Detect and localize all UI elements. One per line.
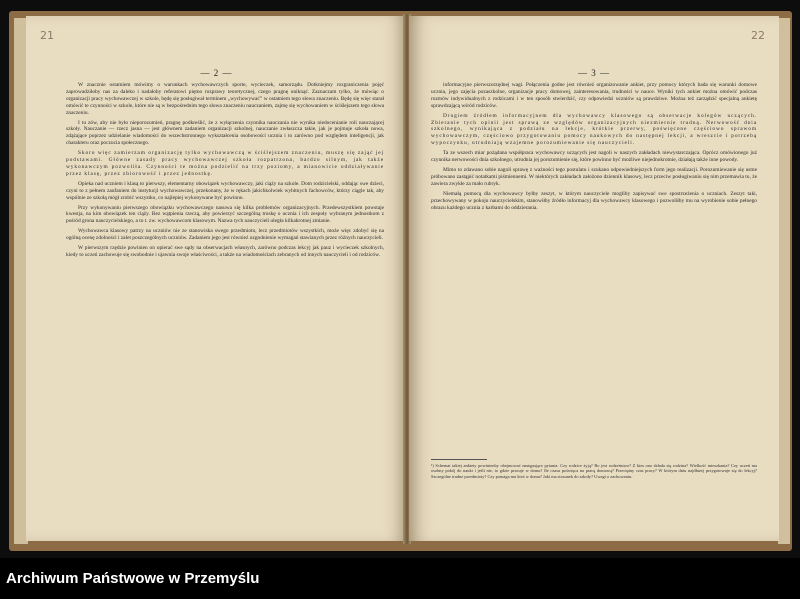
right-page [409, 16, 779, 541]
left-page [26, 16, 407, 541]
paragraph: W pierwszym rzędzie powinien on opierać swe sądy na obserwacjach własnych, zarówno podczas lekcyj jak pauz i wycieczek szkolnych, kiedy to uczeń zachowuje się swobodnie i ujawnia swoje właściwości, a także na wiadomościach zebranych od innych nauczycieli i od rodziców. [66, 245, 384, 258]
page-number: — 2 — [200, 68, 233, 78]
pencil-folio-number: 22 [751, 29, 765, 42]
paragraph: W znacznie ostatniem mówimy o warunkach wychowawczych sporte, wycieczek, samorządu. Dotkniejmy rozgraniczenia pojęć zaprowadziłoby nas za daleko i nadałoby referatowi piętno rozprawy teoretycznej, czego pragnę uniknąć. Zaznaczam tylko, że mówiąc o organizacji pracy wychowawczej w szkole, będę się posługiwał terminem „wychowywać” w ostatniem tego słowa znaczeniu. Będę się więc starał omówić te czynności w szkole, które nie są w bezpośrednim tego słowa znaczeniu nauczaniem, zajmę się wychowaniem w ściślejszem tego słowa znaczeniu. [66, 82, 384, 116]
paragraph: Wychowawca klasowy patrzy na uczniów nie ze stanowiska swego przedmiotu, lecz przedmiotów wszystkich, może więc zdobyć się na ogólną ocenę zdolności i zalet poszczególnych uczniów. Zadaniem jego jest również uzgodnienie wymagań stawianych przez różnych nauczycieli. [66, 228, 384, 242]
paragraph: informacyjne pierwszorzędnej wagi. Połączenia godne jest również organizowanie ankiet, przy pomocy których bada się warunki domowe ucznia, jego zajęcia pozaszkolne, organizacje pracy domowej, zainteresowania, trudności w nauce. Wyniki tych ankiet można omówić podczas rozmów indywidualnych z rodzicami i w ten sposób stwierdzić, czy odpowiedzi uczniów są prawdziwe. Można też zarządzić specjalną ankietę sprawdzającą wśród rodziców. [431, 82, 757, 109]
page-number: — 3 — [578, 68, 610, 78]
left-page-body [66, 82, 384, 262]
paragraph: Ta ze wszech miar pożądana współpraca wychowawcy uczących jest nagoli w naszych zakładach niewystarczająca. Oprócz omówionego już czynnika nerwowości dnia szkolnego, utrudnia jej porozumienie się, które powinno być możliwe niejednokrotnie, działają także inne powody. [431, 150, 757, 164]
paragraph: Niemałą pomocą dla wychowawcy byłby zeszyt, w którym nauczyciele mogliby zapisywać swe spostrzeżenia o uczniach. Zeszyt taki, przechowywany w pokoju nauczycielskim, stanowiłby źródło informacyj dla wychowawcy klasowego i pozwoliłby mu na wyrobienie sobie pełnego obrazu każdego ucznia z karbami do oddzierania. [431, 190, 757, 211]
footnote-divider [431, 459, 487, 460]
archive-name-label: Archiwum Państwowe w Przemyślu [6, 570, 260, 587]
page-edges-right [778, 18, 790, 544]
paragraph: Skoro więc zamierzam organizację tylko wychowawczą w ściślejszem znaczeniu, muszę się zająć jej podstawami. Główne zasady pracy wychowawczej szkoła rozpatrzona, bardzo silnym, jak także wykonawczym pozwoliła. Czynności te można podzielić na trzy poziomy, a mianowicie oddziaływanie przez klasę, przez zbiorowość i przez jednostkę. [66, 150, 384, 177]
footnote: ¹) Schemat takiej ankiety powinienby obejmować następujące pytania: Czy rodzice żyją? Bo jest rodzeństwo? Z kim ono składa się rodzina? Wielkość mieszkania? Czy uczeń ma osobny pokój do nauki i jeśli nie, to gdzie pracuje w domu? Ile czasu poświęca na pracę domową? Przeciętny czas pracy? W którym dniu najdłużej przygotowuje się do lekcyj? Szczególne trudne przedmioty? Czy pomaga mu ktoś w domu? Jaki ma stosunek do szkoły? Uwagi o zachowaniu. [431, 463, 757, 479]
paragraph: Drugiem źródłem informacyjnem dla wychowawcy klasowego są obserwacje kolegów uczących. Zbieranie tych opinii jest sprawą ze względów organizacyjnych niezmiernie trudną. Nerwowość dnia szkolnego, wynikająca z podziału na lekcje, krótkie przerwy, poświęcone częściowo sprawom wychowawczym, częściowo przygotowaniu pomocy naukowych do następnej lekcji, a wreszcie i potrzebą wypoczynku, utrudniają wzajemne porozumiewanie się nauczycieli. [431, 112, 757, 147]
paragraph: Przy wykonywaniu pierwszego obowiązku wychowawczego nasuwa się kilka problemów organizacyjnych. Przedewszystkiem powstaje kwestja, na kim obowiązek ten ciąży. Bez wątpienia rzeczą, aby powierzyć szczególną troskę o ucznia i ich zespoły wybranym jednostkom z pośród grona nauczycielskiego, a to t. zw. wychowawcom klasowym. Nazwa tych nauczycieli uległa kilkakrotnej zmianie. [66, 204, 384, 225]
paragraph: I tu zów, aby nie było nieporozumień, pragnę podkreślić, że z wyłączenia czynnika nauczania nie wynika niedocenianie roli nauczającej szkoły. Nauczanie — rzecz jasna — jest głównem zadaniem organizacji szkolnej, nauczanie zwłaszcza takie, jak je pojmuje szkoła nowa, zdążające poprzez udzielanie wiadomości do wszechstronnego wykształcenia osobowości ucznia i to zarówno pod względem inteligencji, jak charakteru oraz poczucia społecznego. [66, 119, 384, 147]
paragraph: Mimo to zdawano sobie nagoli sprawę z ważności tego postulatu i szukano odpowiedniejszych form jego realizacji. Porozumiewanie się ustne próbowano zastąpić notatkami piśmiennemi. W niektórych zakładach założono dziennik klasowy, lecz przeciw posługiwaniu się nim przemawia to, że zawiera zwykłe za mało rubryk. [431, 166, 757, 187]
paragraph: Opieka nad uczniem i klasą to pierwszy, elementarny obowiązek wychowawczy, jaki ciąży na szkole. Dom rodzicielski, oddając swe dzieci, czyni to z pełnem zaufaniem do instytucji wychowawczej, przekonany, że w rękach jakichkolwiek wybitnych fachowców, którzy ciągle tak, aby wspólnie ze szkołą mógł zrobić wszystko, co najlepiej wykonywane być powinno. [66, 180, 384, 201]
pencil-folio-number: 21 [40, 29, 54, 42]
right-page-body [431, 82, 757, 214]
